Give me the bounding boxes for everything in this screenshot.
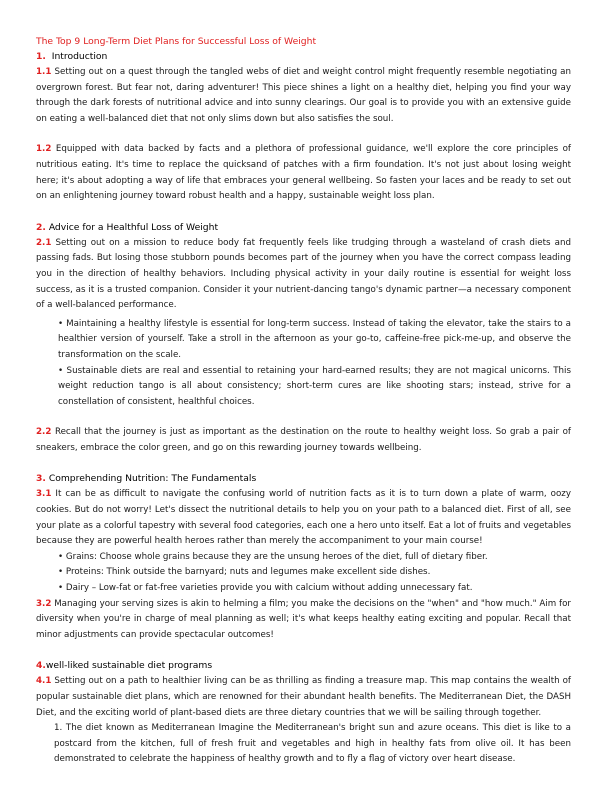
paragraph-number: 2.2 (36, 427, 52, 438)
paragraph-text: Setting out on a mission to reduce body fat frequently feels like trudging through a wasteland of crash diets and passing fads. But losing those stubborn pounds becomes part of the journey when you have the correct compass leading you in the direction of healthy behaviors. Including physical activity in your daily routine is essential for weight loss success, as it is a trusted companion. Consider it your nutrient-dancing tango's dynamic partner—a necessary component of a well-balanced performance. (36, 237, 571, 311)
section-title: Advice for a Healthful Loss of Weight (48, 221, 219, 233)
paragraph-text: Equipped with data backed by facts and a plethora of professional guidance, we'll explore the core principles of nutritious eating. It's time to replace the quicksand of patches with a firm foundation. It's not just about losing weight here; it's about adopting a way of life that embraces your general wellbeing. So fasten your laces and be ready to set out on an enlightening journey toward robust health and a happy, sustainable weight loss plan. (36, 144, 571, 202)
paragraph-number: 4.1 (36, 676, 52, 687)
list-item: • Proteins: Think outside the barnyard; nuts and legumes make excellent side dishes. (58, 567, 431, 578)
paragraph-number: 1.2 (36, 144, 52, 155)
section-number: 3. (36, 473, 46, 485)
paragraph-text: Setting out on a path to healthier living can be as thrilling as finding a treasure map. This map contains the wealth of popular sustainable diet plans, which are renowned for their abundant health benefits. The Mediterranean Diet, the DASH Diet, and the exciting world of plant-based diets are three dietary countries that we will be sailing through together. (36, 676, 571, 718)
paragraph-text: It can be as difficult to navigate the confusing world of nutrition facts as it is to turn down a plate of warm, oozy cookies. But do not worry! Let's dissect the nutritional details to help you on your path to a balanced diet. First of all, see your plate as a colorful tapestry with several food categories, each one a hero unto itself. Eat a lot of fruits and vegetables because they are powerful health heroes rather than merely the accompaniment to your main course! (36, 489, 572, 547)
paragraph-2-2 (36, 425, 571, 456)
paragraph-text: Managing your serving sizes is akin to helming a film; you make the decisions on the "when" and "how much." Aim for diversity when you're in charge of meal planning as well; it's what keeps healthy eating exciting and popular. Recall that minor adjustments can provide spectacular outcomes! (36, 598, 571, 640)
paragraph-number: 3.2 (36, 598, 52, 609)
section-title: well-liked sustainable diet programs (45, 660, 213, 672)
list-item: • Grains: Choose whole grains because they are the unsung heroes of the diet, full of dietary fiber. (58, 551, 488, 562)
section-title: Introduction (51, 51, 108, 62)
paragraph-1-2 (36, 142, 571, 204)
list-item: • Maintaining a healthy lifestyle is essential for long-term success. Instead of taking the elevator, take the stairs to a healthier version of yourself. Take a stroll in the afternoon as your go-to, caffeine-free pick-me-up, and observe the transformation on the scale. (58, 318, 571, 360)
paragraph-1-1 (36, 65, 571, 127)
document-title: The Top 9 Long-Term Diet Plans for Successful Loss of Weight (36, 36, 317, 47)
paragraph-number: 2.1 (36, 237, 52, 248)
document-page (36, 34, 571, 768)
paragraph-text: Setting out on a quest through the tangled webs of diet and weight control might frequently resemble negotiating an overgrown forest. But fear not, daring adventurer! This piece shines a light on a healthy diet, helping you find your way through the dark forests of nutritional advice and into sunny clearings. Our goal is to provide you with an extensive guide on eating a well-balanced diet that not only slims down but also satisfies the soul. (36, 67, 572, 124)
section-title: Comprehending Nutrition: The Fundamentals (48, 473, 257, 485)
section-number: 2. (36, 221, 46, 233)
section-1-heading (36, 49, 571, 65)
paragraph-2-1 (36, 236, 571, 314)
paragraph-text: Recall that the journey is just as important as the destination on the route to healthy weight loss. So grab a pair of sneakers, embrace the color green, and go on this rewarding journey towards wellbeing. (36, 427, 571, 453)
paragraph-number: 1.1 (36, 67, 52, 77)
paragraph-3-1 (36, 487, 571, 549)
numbered-item-1: 1. The diet known as Mediterranean Imagine the Mediterranean's bright sun and azure oceans. This diet is like to a postcard from the kitchen, full of fresh fruit and vegetables and high in healthy fats from olive oil. It has been demonstrated to celebrate the happiness of healthy growth and to fly a flag of victory over heart disease. (54, 723, 571, 765)
paragraph-3-2 (36, 597, 571, 644)
list-item: • Dairy – Low-fat or fat-free varieties provide you with calcium without adding unnecessary fat. (58, 583, 473, 594)
paragraph-4-1 (36, 674, 571, 721)
section-4-heading (36, 658, 571, 674)
section-2-heading (36, 220, 571, 236)
list-item: • Sustainable diets are real and essential to retaining your hard-earned results; they are not magical unicorns. This weight reduction tango is all about consistency; short-term cures are like shooting stars; instead, strive for a constellation of consistent, healthful choices. (58, 365, 571, 407)
section-number: 4. (36, 660, 46, 672)
section-number: 1. (36, 51, 46, 62)
section-3-heading (36, 471, 571, 487)
bullet-list (36, 317, 571, 411)
bullet-list (36, 550, 571, 597)
paragraph-number: 3.1 (36, 489, 52, 500)
